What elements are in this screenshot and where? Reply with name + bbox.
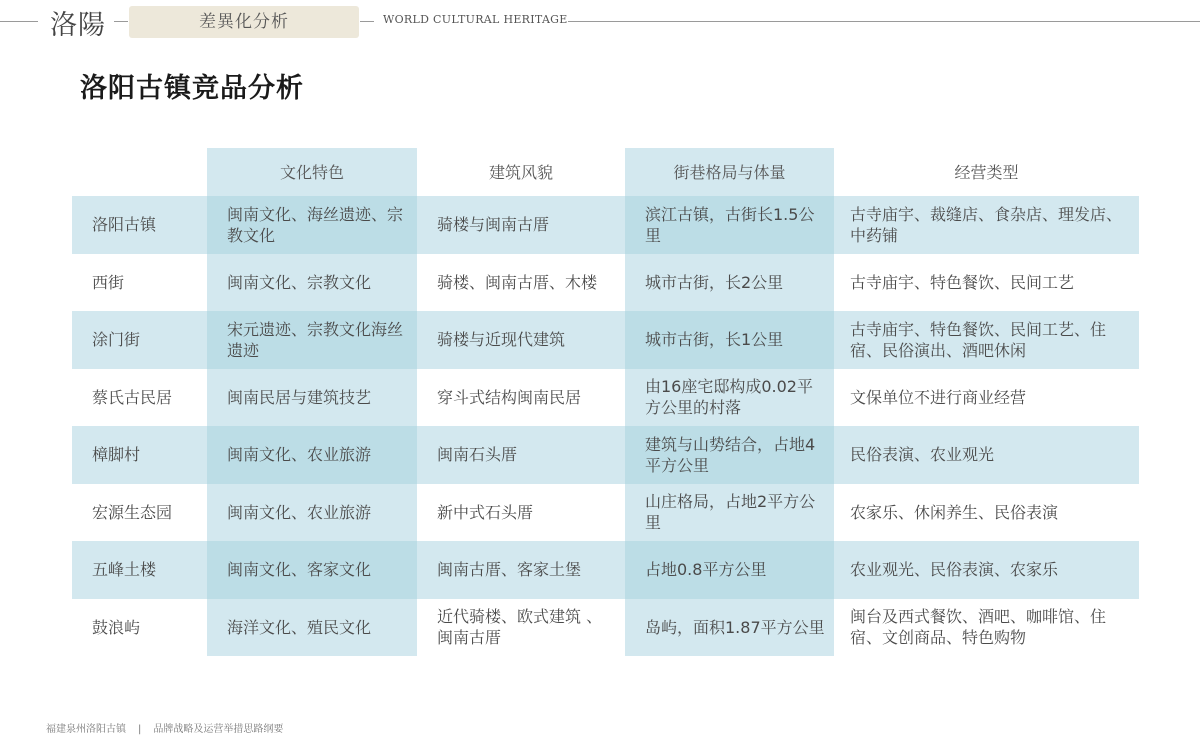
- table-row: [72, 196, 1139, 254]
- table-cell-name: 洛阳古镇: [72, 196, 207, 254]
- table-cell-name: 鼓浪屿: [72, 599, 207, 657]
- table-cell: 古寺庙宇、特色餐饮、民间工艺、住宿、民俗演出、酒吧休闲: [834, 311, 1139, 369]
- table-row: [72, 426, 1139, 484]
- table-cell: 闽南文化、海丝遗迹、宗教文化: [207, 196, 417, 254]
- table-cell-name: 樟脚村: [72, 426, 207, 484]
- table-cell: 骑楼、闽南古厝、木楼: [417, 254, 625, 312]
- table-cell: 岛屿，面积1.87平方公里: [625, 599, 834, 657]
- footer-document-title: 品牌战略及运营举措思路纲要: [153, 724, 284, 735]
- table-cell: 古寺庙宇、特色餐饮、民间工艺: [834, 254, 1139, 312]
- table-cell: 闽南文化、农业旅游: [207, 484, 417, 542]
- table-header-cell: 经营类型: [954, 162, 1019, 182]
- table-cell-name: 宏源生态园: [72, 484, 207, 542]
- table-cell: 闽南民居与建筑技艺: [207, 369, 417, 427]
- table-cell-name: 涂门街: [72, 311, 207, 369]
- table-cell: 宋元遗迹、宗教文化海丝遗迹: [207, 311, 417, 369]
- footer-separator: |: [138, 724, 142, 735]
- table-cell-name: 西街: [72, 254, 207, 312]
- table-cell: 近代骑楼、欧式建筑 、闽南古厝: [417, 599, 625, 657]
- table-cell: 农业观光、民俗表演、农家乐: [834, 541, 1139, 599]
- table-cell-name: 五峰土楼: [72, 541, 207, 599]
- table-cell: 闽南石头厝: [417, 426, 625, 484]
- table-cell: 海洋文化、殖民文化: [207, 599, 417, 657]
- table-cell-name: 蔡氏古民居: [72, 369, 207, 427]
- table-cell: 山庄格局，占地2平方公里: [625, 484, 834, 542]
- header-subtitle: WORLD CULTURAL HERITAGE: [383, 13, 568, 26]
- table-row: [72, 369, 1139, 427]
- header-rule-mid: [114, 21, 128, 22]
- table-cell: 占地0.8平方公里: [625, 541, 834, 599]
- table-cell: 骑楼与闽南古厝: [417, 196, 625, 254]
- header-rule-mid-2: [360, 21, 374, 22]
- table-cell: 闽南文化、农业旅游: [207, 426, 417, 484]
- comparison-table: [72, 148, 1139, 656]
- table-header-cell: 文化特色: [207, 148, 417, 196]
- table-cell: 闽台及西式餐饮、酒吧、咖啡馆、住宿、文创商品、特色购物: [834, 599, 1139, 657]
- table-cell: 城市古街，长1公里: [625, 311, 834, 369]
- table-row: [72, 599, 1139, 657]
- header-rule-left: [0, 21, 38, 22]
- table-row: [72, 484, 1139, 542]
- table-cell: 城市古街，长2公里: [625, 254, 834, 312]
- table-cell: 文保单位不进行商业经营: [834, 369, 1139, 427]
- page-title: 洛阳古镇竞品分析: [80, 73, 304, 104]
- table-cell: 闽南文化、客家文化: [207, 541, 417, 599]
- table-header-cell: 街巷格局与体量: [625, 148, 834, 196]
- table-header-row: [72, 148, 1139, 196]
- table-cell: 建筑与山势结合，占地4平方公里: [625, 426, 834, 484]
- table-row: [72, 254, 1139, 312]
- table-header-cell: 建筑风貌: [488, 162, 553, 182]
- table-cell: 穿斗式结构闽南民居: [417, 369, 625, 427]
- table-cell: 古寺庙宇、裁缝店、食杂店、理发店、中药铺: [834, 196, 1139, 254]
- table-cell: 骑楼与近现代建筑: [417, 311, 625, 369]
- brand-logo-text: 洛陽: [50, 10, 106, 41]
- table-row: [72, 541, 1139, 599]
- table-header-cell: [72, 148, 207, 196]
- table-cell: 农家乐、休闲养生、民俗表演: [834, 484, 1139, 542]
- header-rule-right: [568, 21, 1200, 22]
- footer: [46, 720, 283, 735]
- table-cell: 民俗表演、农业观光: [834, 426, 1139, 484]
- table-cell: 滨江古镇，古街长1.5公里: [625, 196, 834, 254]
- table-cell: 新中式石头厝: [417, 484, 625, 542]
- table-row: [72, 311, 1139, 369]
- footer-project: 福建泉州洛阳古镇: [46, 724, 126, 735]
- section-label: 差異化分析: [129, 6, 359, 38]
- table-cell: 闽南文化、宗教文化: [207, 254, 417, 312]
- table-cell: 闽南古厝、客家土堡: [417, 541, 625, 599]
- table-cell: 由16座宅邸构成0.02平方公里的村落: [625, 369, 834, 427]
